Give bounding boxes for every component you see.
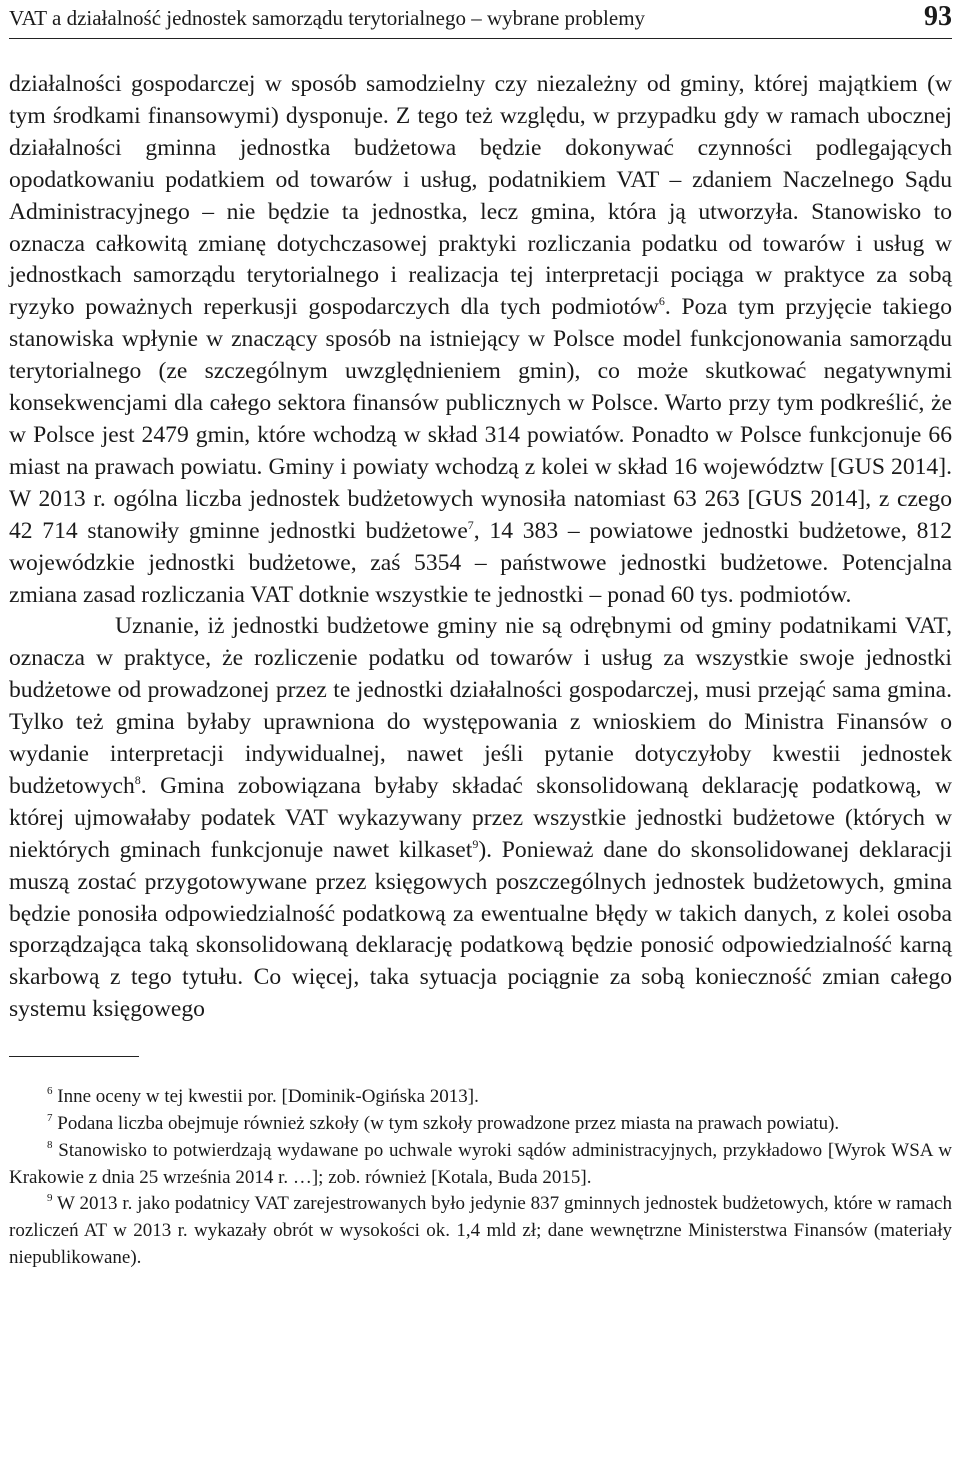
paragraph-1	[9, 69, 952, 611]
footnote-reference[interactable]: 9	[472, 836, 479, 851]
footnote-reference[interactable]: 6	[658, 294, 665, 309]
footnote-number: 8	[47, 1138, 53, 1151]
footnote-text: Podana liczba obejmuje również szkoły (w tym szkoły prowadzone przez miasta na prawach powiatu).	[52, 1112, 840, 1134]
footnote-text: Inne oceny w tej kwestii por. [Dominik-Ogińska 2013].	[52, 1086, 479, 1108]
footnote-7	[9, 1111, 952, 1138]
footnote-reference[interactable]: 7	[467, 517, 474, 532]
paragraph-text: , 14 383 – powiatowe jednostki budżetowe, 812 wojewódzkie jednostki budżetowe, zaś 5354 – państwowe jednostki budżetowe. Potencjalna zmiana zasad rozliczania VAT dotknie wszystkie te jednostki – ponad 60 tys. podmiotów.	[9, 517, 953, 608]
footnote-number: 6	[47, 1085, 53, 1098]
footnote-number: 7	[47, 1111, 53, 1124]
paragraph-text: ). Ponieważ dane do skonsolidowanej deklaracji muszą zostać przygotowywane przez księgowych poszczególnych jednostek budżetowych, gmina będzie ponosiła odpowiedzialność podatkową za ewentualne błędy w takich danych, z kolei osoba sporządzająca taką skonsolidowaną deklarację podatkową będzie ponosić odpowiedzialność karną skarbową z tego tytułu. Co więcej, taka sytuacja pociągnie za sobą konieczność zmian całego systemu księgowego	[9, 836, 952, 1023]
footnote-separator	[9, 1056, 139, 1057]
document-page	[9, 0, 952, 1272]
paragraph-text: Uznanie, iż jednostki budżetowe gminy nie są odrębnymi od gminy podatnikami VAT, oznacza w praktyce, że rozliczenie podatku od towarów i usług za wszystkie swoje jednostki budżetowe od prowadzonej przez te jednostki działalności gospodarczej, musi przejąć sama gmina. Tylko też gmina byłaby uprawniona do występowania z wnioskiem do Ministra Finansów o wydanie interpretacji indywidualnej, nawet jeśli pytanie dotyczyłoby kwestii jednostek budżetowych	[9, 613, 952, 799]
footnotes	[9, 1084, 952, 1272]
body-text	[9, 69, 952, 1026]
paragraph-text: działalności gospodarczej w sposób samodzielny czy niezależny od gminy, której majątkiem (w tym środkami finansowymi) dysponuje. Z tego też względu, w przypadku gdy w ramach ubocznej działalności gminna jednostka budżetowa będzie dokonywać czynności podlegających opodatkowaniu podatkiem od towarów i usług, podatnikiem VAT – zdaniem Naczelnego Sądu Administracyjnego – nie będzie ta jednostka, lecz gmina, która ją utworzyła. Stanowisko to oznacza całkowitą zmianę dotychczasowej praktyki rozliczania podatku od towarów i usług w jednostkach samorządu terytorialnego i realizacja tej interpretacji pociąga w praktyce za sobą ryzyko poważnych reperkusji gospodarczych dla tych podmiotów	[9, 71, 952, 321]
footnote-9	[9, 1191, 952, 1271]
footnote-number: 9	[47, 1192, 53, 1205]
paragraph-text: . Poza tym przyjęcie takiego stanowiska wpłynie w znaczący sposób na istniejący w Polsce model funkcjonowania samorządu terytorialnego (ze szczególnym uwzględnieniem gmin), co może skutkować negatywnymi konsekwencjami dla całego sektora finansów publicznych w Polsce. Warto przy tym podkreślić, że w Polsce jest 2479 gmin, które wchodzą w skład 314 powiatów. Ponadto w Polsce funkcjonuje 66 miast na prawach powiatu. Gminy i powiaty wchodzą z kolei w skład 16 województw [GUS 2014]. W 2013 r. ogólna liczba jednostek budżetowych wynosiła natomiast 63 263 [GUS 2014], z czego 42 714 stanowiły gminne jednostki budżetowe	[9, 294, 952, 544]
paragraph-2	[9, 611, 952, 1026]
running-header	[9, 0, 952, 39]
page-number: 93	[924, 1, 952, 32]
footnote-reference[interactable]: 8	[134, 772, 141, 787]
footnote-8	[9, 1138, 952, 1192]
footnote-text: W 2013 r. jako podatnicy VAT zarejestrowanych było jedynie 837 gminnych jednostek budżetowych, które w ramach rozliczeń AT w 2013 r. wykazały obrót w wysokości ok. 1,4 mld zł; dane wewnętrzne Ministerstwa Finansów (materiały niepublikowane).	[9, 1193, 952, 1268]
paragraph-text: . Gmina zobowiązana byłaby składać skonsolidowaną deklarację podatkową, w której ujmowałaby podatek VAT wykazywany przez wszystkie jednostki budżetowe (których w niektórych gminach funkcjonuje nawet kilkaset	[9, 772, 952, 863]
footnote-text: Stanowisko to potwierdzają wydawane po uchwale wyroki sądów administracyjnych, przykładowo [Wyrok WSA w Krakowie z dnia 25 września 2014 r. …]; zob. również [Kotala, Buda 2015].	[9, 1139, 952, 1188]
footnote-6	[9, 1084, 952, 1111]
running-title: VAT a działalność jednostek samorządu terytorialnego – wybrane problemy	[9, 6, 646, 30]
